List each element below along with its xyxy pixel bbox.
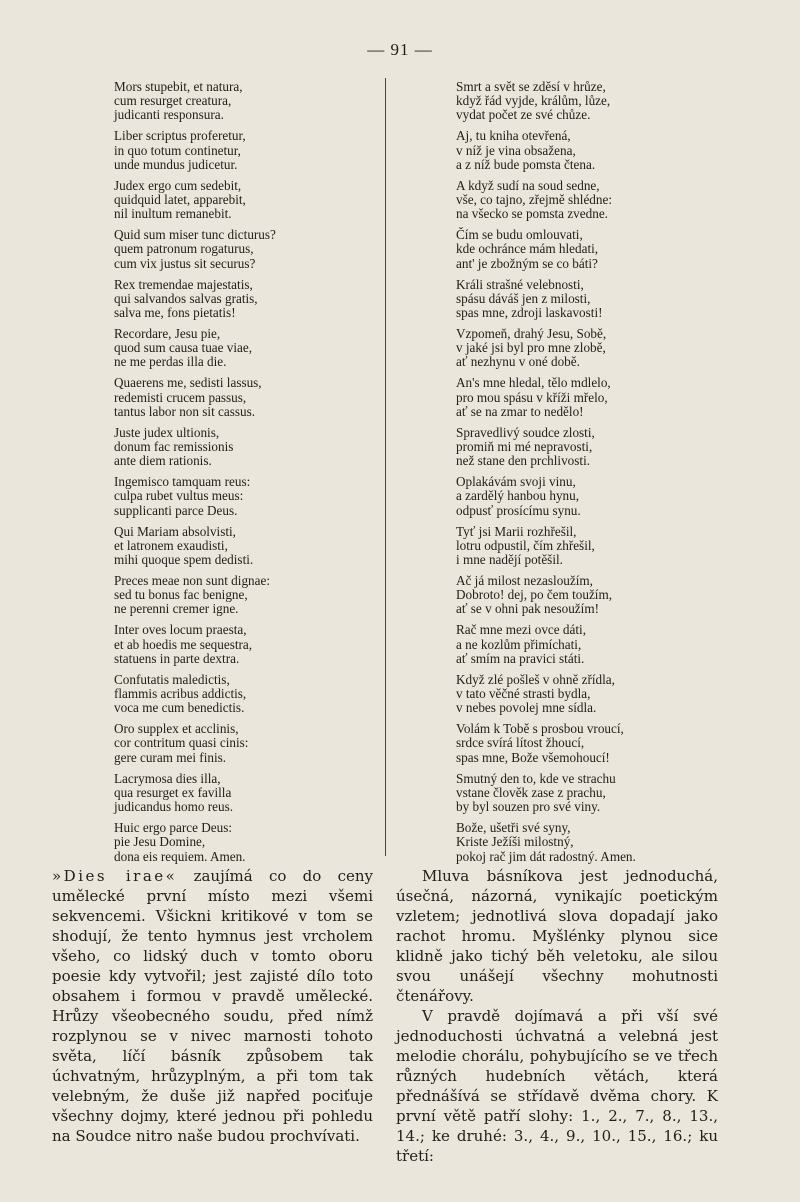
latin-verse-line: quod sum causa tuae viae,	[114, 340, 253, 356]
commentary-paragraph-1: Mluva básníkova jest jednoduchá, úsečná, názorná, vynikajíc poetickým vzletem; jednotlivá slova dopadají jako rachot hromu. Myšlénky plynou sice klidně jako tichý běh veletoku, ale silou svou unášejí všechny mohutnosti čtenářovy.	[396, 867, 718, 1005]
latin-stanza	[114, 376, 376, 419]
latin-stanza	[114, 129, 376, 172]
czech-verse-line: Kriste Ježíši milostný,	[456, 834, 574, 850]
latin-verse-line: voca me cum benedictis.	[114, 700, 245, 716]
czech-stanza	[456, 80, 756, 123]
latin-verse-line: redemisti crucem passus,	[114, 389, 247, 405]
czech-verse-line: odpusť prosícímu synu.	[456, 502, 581, 518]
commentary-paragraph	[52, 866, 373, 1146]
latin-verse-line: flammis acribus addictis,	[114, 686, 247, 702]
czech-stanza	[456, 525, 756, 568]
czech-verse-line: Když zlé pošleš v ohně zřídla,	[456, 671, 615, 687]
czech-verse-line: i mne nadějí potěšil.	[456, 552, 563, 568]
czech-verse-line: A když sudí na soud sedne,	[456, 177, 600, 193]
czech-verse-line: spas mne, Bože všemohoucí!	[456, 749, 610, 765]
czech-stanza	[456, 821, 756, 864]
latin-stanza	[114, 80, 376, 123]
latin-verse-line: Mors stupebit, et natura,	[114, 79, 243, 94]
czech-verse-line: ať nezhynu v oné době.	[456, 354, 580, 370]
czech-verse-line: Oplakávám svoji vinu,	[456, 474, 576, 490]
hymn-title: »Dies irae«	[52, 867, 178, 885]
latin-verse-line: cor contritum quasi cinis:	[114, 735, 249, 751]
latin-verse-line: Inter oves locum praesta,	[114, 622, 247, 638]
czech-verse-line: promiň mi mé nepravosti,	[456, 439, 593, 455]
latin-verse-line: et ab hoedis me sequestra,	[114, 636, 253, 652]
latin-verse-line: supplicanti parce Deus.	[114, 502, 238, 518]
czech-stanza	[456, 722, 756, 765]
latin-verse-line: in quo totum continetur,	[114, 142, 241, 158]
latin-verse-line: Judex ergo cum sedebit,	[114, 177, 242, 193]
czech-verse-line: a z níž bude pomsta čtena.	[456, 156, 596, 172]
czech-verse-line: a zardělý hanbou hynu,	[456, 488, 580, 504]
latin-verse-line: qua resurget ex favilla	[114, 784, 232, 800]
commentary-right-column	[396, 866, 718, 1166]
czech-stanza	[456, 376, 756, 419]
czech-verse-line: spas mne, zdroji laskavosti!	[456, 305, 603, 321]
czech-verse-line: ant' je zbožným se co báti?	[456, 255, 598, 271]
czech-verse-line: Králi strašné velebnosti,	[456, 276, 584, 292]
latin-stanza	[114, 623, 376, 666]
latin-verse-line: gere curam mei finis.	[114, 749, 227, 765]
latin-verse-line: cum resurget creatura,	[114, 93, 232, 109]
latin-verse-line: quidquid latet, apparebit,	[114, 192, 246, 208]
latin-stanza	[114, 475, 376, 518]
latin-verse-line: ante diem rationis.	[114, 453, 212, 469]
czech-stanza	[456, 129, 756, 172]
czech-verse-line: v níž je vina obsažena,	[456, 142, 576, 158]
latin-stanza	[114, 426, 376, 469]
czech-stanza	[456, 772, 756, 815]
czech-verse-line: v tato věčné strasti bydla,	[456, 686, 591, 702]
latin-verse-line: Huic ergo parce Deus:	[114, 820, 233, 836]
czech-verse-line: když řád vyjde, králům, lůze,	[456, 93, 611, 109]
czech-verse-line: kde ochránce mám hledati,	[456, 241, 599, 257]
czech-verse-line: vydat počet ze své chůze.	[456, 107, 591, 123]
czech-verse-line: a ne kozlům přimíchati,	[456, 636, 582, 652]
czech-verse-line: vstane člověk zase z prachu,	[456, 784, 606, 800]
latin-verse-line: salva me, fons pietatis!	[114, 305, 236, 321]
latin-verse-line: nil inultum remanebit.	[114, 206, 232, 222]
czech-verse-line: Rač mne mezi ovce dáti,	[456, 622, 586, 638]
czech-poem-column	[456, 80, 756, 871]
latin-verse-line: ne perenni cremer igne.	[114, 601, 239, 617]
czech-verse-line: v nebes povolej mne sídla.	[456, 700, 597, 716]
czech-stanza	[456, 623, 756, 666]
latin-verse-line: Liber scriptus proferetur,	[114, 128, 246, 144]
latin-verse-line: Lacrymosa dies illa,	[114, 770, 221, 786]
czech-verse-line: Ač já milost nezasloužím,	[456, 573, 593, 589]
czech-verse-line: ať se v ohni pak nesoužím!	[456, 601, 599, 617]
czech-stanza	[456, 673, 756, 716]
latin-verse-line: sed tu bonus fac benigne,	[114, 587, 248, 603]
czech-verse-line: pro mou spásu v kříži mřelo,	[456, 389, 608, 405]
commentary-left-column	[52, 866, 373, 1146]
latin-stanza	[114, 574, 376, 617]
latin-stanza	[114, 228, 376, 271]
czech-verse-line: Čím se budu omlouvati,	[456, 227, 583, 243]
czech-verse-line: Dobroto! dej, po čem toužím,	[456, 587, 613, 603]
latin-verse-line: Juste judex ultionis,	[114, 424, 220, 440]
czech-verse-line: Aj, tu kniha otevřená,	[456, 128, 571, 144]
latin-verse-line: Rex tremendae majestatis,	[114, 276, 253, 292]
latin-stanza	[114, 673, 376, 716]
latin-verse-line: Qui Mariam absolvisti,	[114, 523, 236, 539]
czech-verse-line: na všecko se pomsta zvedne.	[456, 206, 608, 222]
czech-stanza	[456, 278, 756, 321]
latin-verse-line: Quid sum miser tunc dicturus?	[114, 227, 276, 243]
czech-stanza	[456, 228, 756, 271]
latin-verse-line: judicanti responsura.	[114, 107, 224, 123]
column-divider	[385, 78, 386, 856]
latin-verse-line: Quaerens me, sedisti lassus,	[114, 375, 262, 391]
page-number: — 91 —	[367, 40, 433, 59]
latin-verse-line: culpa rubet vultus meus:	[114, 488, 244, 504]
latin-verse-line: Ingemisco tamquam reus:	[114, 474, 251, 490]
czech-verse-line: Bože, ušetři své syny,	[456, 820, 571, 836]
latin-stanza	[114, 772, 376, 815]
latin-verse-line: pie Jesu Domine,	[114, 834, 206, 850]
latin-stanza	[114, 821, 376, 864]
czech-verse-line: Vzpomeň, drahý Jesu, Sobě,	[456, 326, 607, 342]
latin-verse-line: ne me perdas illa die.	[114, 354, 227, 370]
czech-verse-line: než stane den prchlivosti.	[456, 453, 591, 469]
czech-verse-line: Smrt a svět se zděsí v hrůze,	[456, 79, 606, 94]
latin-verse-line: tantus labor non sit cassus.	[114, 403, 256, 419]
czech-verse-line: ať smím na pravici státi.	[456, 650, 585, 666]
latin-verse-line: Preces meae non sunt dignae:	[114, 573, 271, 589]
latin-verse-line: quem patronum rogaturus,	[114, 241, 254, 257]
czech-verse-line: An's mne hledal, tělo mdlelo,	[456, 375, 611, 391]
czech-stanza	[456, 426, 756, 469]
czech-verse-line: vše, co tajno, zřejmě shlédne:	[456, 192, 612, 208]
latin-verse-line: et latronem exaudisti,	[114, 537, 228, 553]
czech-stanza	[456, 179, 756, 222]
czech-stanza	[456, 574, 756, 617]
latin-verse-line: statuens in parte dextra.	[114, 650, 240, 666]
czech-verse-line: srdce svírá lítost žhoucí,	[456, 735, 585, 751]
latin-verse-line: qui salvandos salvas gratis,	[114, 290, 258, 306]
latin-poem-column	[114, 80, 376, 871]
latin-stanza	[114, 722, 376, 765]
czech-verse-line: pokoj rač jim dát radostný. Amen.	[456, 848, 636, 864]
czech-verse-line: v jaké jsi byl pro mne zlobě,	[456, 340, 606, 356]
latin-verse-line: cum vix justus sit securus?	[114, 255, 256, 271]
latin-verse-line: Recordare, Jesu pie,	[114, 326, 221, 342]
latin-verse-line: mihi quoque spem dedisti.	[114, 552, 254, 568]
latin-stanza	[114, 278, 376, 321]
latin-verse-line: dona eis requiem. Amen.	[114, 848, 246, 864]
czech-verse-line: spásu dáváš jen z milosti,	[456, 290, 591, 306]
czech-verse-line: lotru odpustil, čím zhřešil,	[456, 537, 595, 553]
latin-verse-line: unde mundus judicetur.	[114, 156, 238, 172]
commentary-paragraph-2: V pravdě dojímavá a při vší své jednoduchosti úchvatná a velebná jest melodie chorálu, pohybujícího se ve třech různých hudebních větách, která přednášívá se střídavě dvěma chory. K první větě patří slohy: 1., 2., 7., 8., 13., 14.; ke druhé: 3., 4., 9., 10., 15., 16.; ku třetí:	[396, 1007, 718, 1165]
latin-verse-line: Confutatis maledictis,	[114, 671, 230, 687]
czech-verse-line: Tyť jsi Marii rozhřešil,	[456, 523, 577, 539]
latin-verse-line: judicandus homo reus.	[114, 799, 234, 815]
latin-stanza	[114, 179, 376, 222]
czech-stanza	[456, 475, 756, 518]
czech-verse-line: by byl souzen pro své viny.	[456, 799, 601, 815]
czech-verse-line: Smutný den to, kde ve strachu	[456, 770, 616, 786]
latin-verse-line: donum fac remissionis	[114, 439, 234, 455]
czech-stanza	[456, 327, 756, 370]
czech-verse-line: Spravedlivý soudce zlosti,	[456, 424, 595, 440]
czech-verse-line: Volám k Tobě s prosbou vroucí,	[456, 721, 624, 737]
latin-stanza	[114, 327, 376, 370]
czech-verse-line: ať se na zmar to nedělo!	[456, 403, 584, 419]
commentary-text: zaujímá co do ceny umělecké první místo mezi všemi sekvencemi. Všickni kritikové v tom se shodují, že tento hymnus jest vrcholem všeho, co lidský duch v tomto oboru poesie kdy vytvořil; jest zajisté dílo toto obsahem i formou v pravdě umělecké. Hrůzy všeobecného soudu, před nímž rozplynou se v nivec marnosti tohoto světa, líčí básník způsobem tak úchvatným, hrůzyplným, a při tom tak velebným, že duše již napřed pociťuje všechny dojmy, které jednou při pohledu na Soudce nitro naše budou prochvívati.	[52, 867, 373, 1145]
latin-stanza	[114, 525, 376, 568]
latin-verse-line: Oro supplex et acclinis,	[114, 721, 239, 737]
